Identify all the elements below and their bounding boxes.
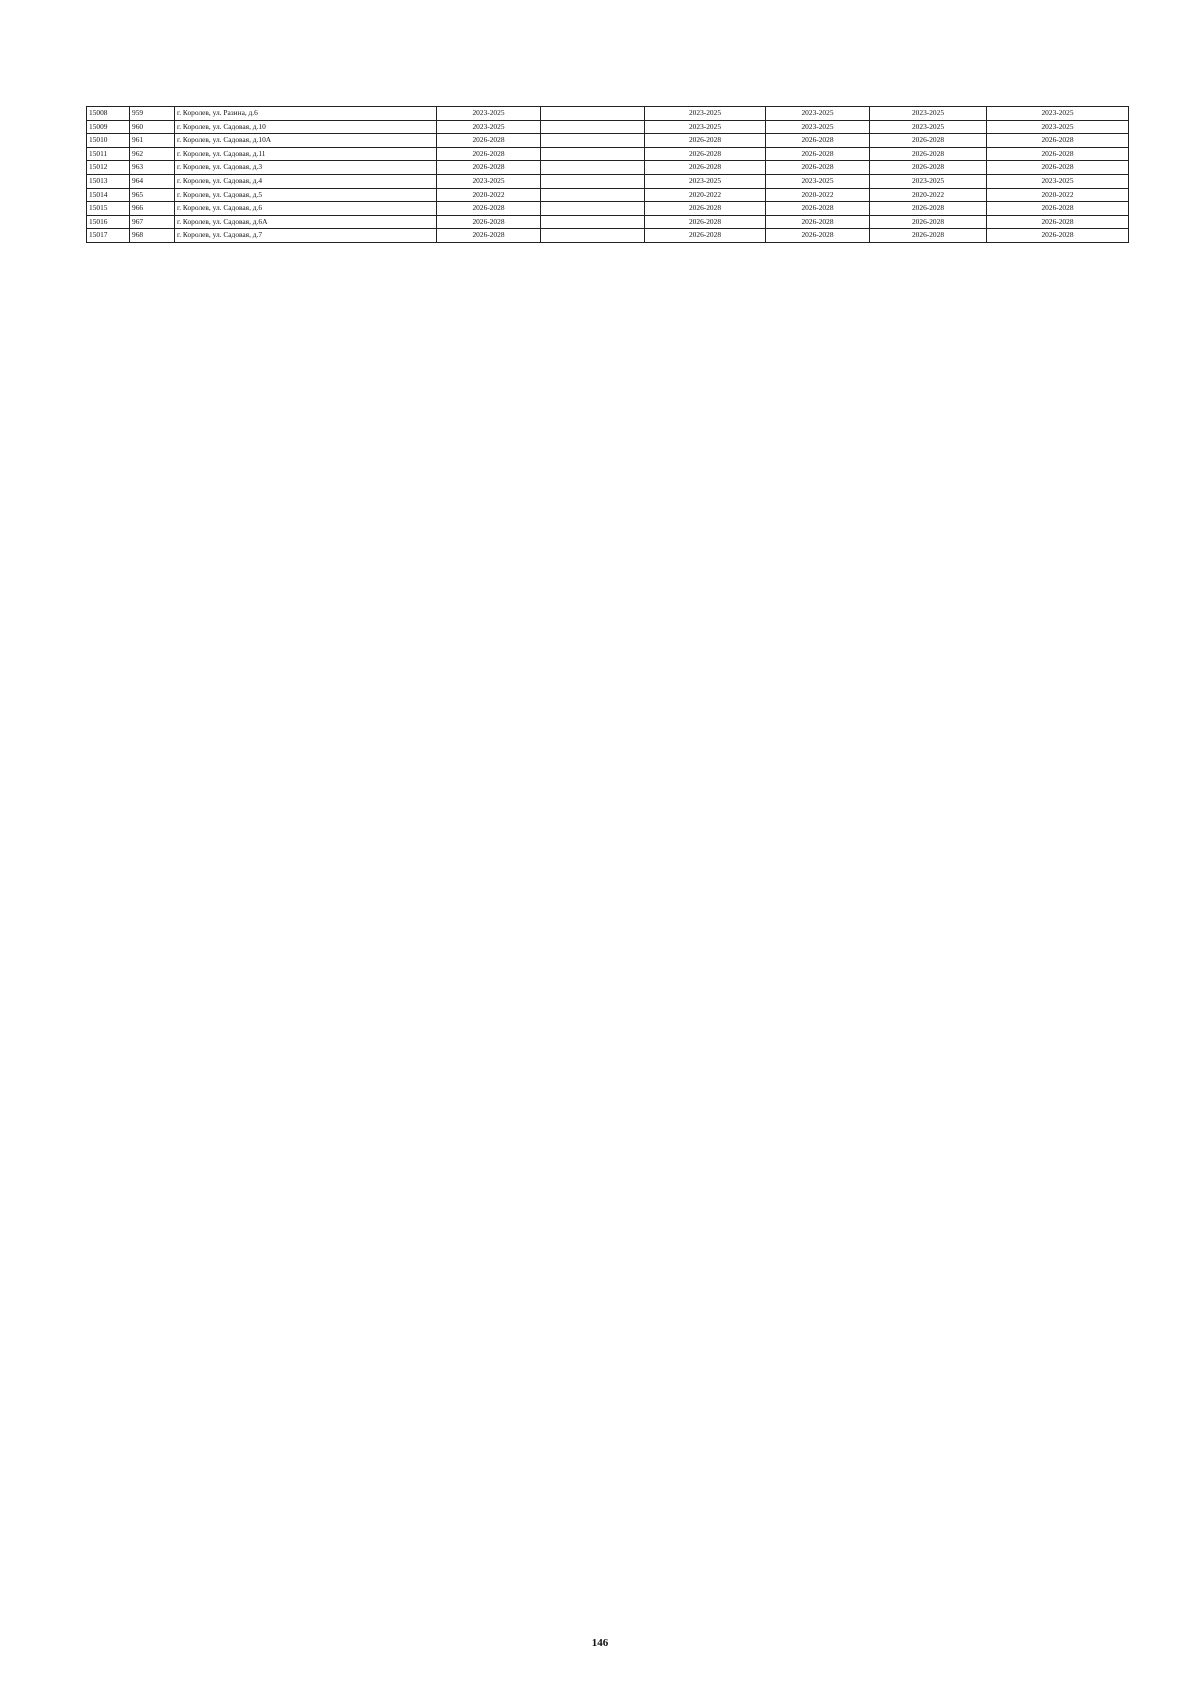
table-row — [87, 215, 1129, 229]
period-col-5: 2026-2028 — [870, 134, 987, 148]
period-col-3: 2023-2025 — [645, 107, 766, 121]
period-col-1: 2023-2025 — [437, 174, 541, 188]
row-code: 15013 — [87, 174, 130, 188]
row-code: 15009 — [87, 120, 130, 134]
period-col-1: 2023-2025 — [437, 107, 541, 121]
house-number: 960 — [130, 120, 175, 134]
table-row — [87, 134, 1129, 148]
period-col-6: 2020-2022 — [987, 188, 1129, 202]
house-number: 963 — [130, 161, 175, 175]
period-col-1: 2026-2028 — [437, 147, 541, 161]
period-col-3: 2023-2025 — [645, 120, 766, 134]
repair-schedule-table — [86, 106, 1129, 243]
period-col-5: 2020-2022 — [870, 188, 987, 202]
period-col-5: 2026-2028 — [870, 147, 987, 161]
address: г. Королев, ул. Садовая, д.11 — [175, 147, 437, 161]
period-col-6: 2026-2028 — [987, 215, 1129, 229]
period-col-2 — [541, 161, 645, 175]
address: г. Королев, ул. Садовая, д.10 — [175, 120, 437, 134]
table-row — [87, 202, 1129, 216]
period-col-1: 2020-2022 — [437, 188, 541, 202]
house-number: 968 — [130, 229, 175, 243]
period-col-3: 2026-2028 — [645, 229, 766, 243]
period-col-3: 2020-2022 — [645, 188, 766, 202]
period-col-2 — [541, 107, 645, 121]
period-col-4: 2023-2025 — [766, 120, 870, 134]
period-col-2 — [541, 215, 645, 229]
house-number: 959 — [130, 107, 175, 121]
table-row — [87, 174, 1129, 188]
period-col-6: 2026-2028 — [987, 161, 1129, 175]
period-col-3: 2026-2028 — [645, 161, 766, 175]
address: г. Королев, ул. Садовая, д.4 — [175, 174, 437, 188]
house-number: 965 — [130, 188, 175, 202]
period-col-5: 2026-2028 — [870, 229, 987, 243]
table-row — [87, 229, 1129, 243]
period-col-2 — [541, 188, 645, 202]
period-col-2 — [541, 174, 645, 188]
house-number: 967 — [130, 215, 175, 229]
period-col-1: 2026-2028 — [437, 215, 541, 229]
period-col-4: 2026-2028 — [766, 202, 870, 216]
period-col-2 — [541, 120, 645, 134]
period-col-2 — [541, 147, 645, 161]
period-col-4: 2023-2025 — [766, 107, 870, 121]
period-col-4: 2026-2028 — [766, 147, 870, 161]
period-col-4: 2026-2028 — [766, 134, 870, 148]
row-code: 15014 — [87, 188, 130, 202]
period-col-3: 2023-2025 — [645, 174, 766, 188]
table-row — [87, 120, 1129, 134]
row-code: 15011 — [87, 147, 130, 161]
period-col-2 — [541, 134, 645, 148]
table-row — [87, 188, 1129, 202]
repair-schedule-sheet — [86, 106, 1128, 243]
row-code: 15015 — [87, 202, 130, 216]
address: г. Королев, ул. Садовая, д.3 — [175, 161, 437, 175]
table-row — [87, 161, 1129, 175]
house-number: 966 — [130, 202, 175, 216]
address: г. Королев, ул. Разина, д.6 — [175, 107, 437, 121]
period-col-6: 2023-2025 — [987, 120, 1129, 134]
address: г. Королев, ул. Садовая, д.5 — [175, 188, 437, 202]
period-col-3: 2026-2028 — [645, 215, 766, 229]
address: г. Королев, ул. Садовая, д.6 — [175, 202, 437, 216]
period-col-5: 2023-2025 — [870, 174, 987, 188]
row-code: 15010 — [87, 134, 130, 148]
row-code: 15012 — [87, 161, 130, 175]
period-col-4: 2026-2028 — [766, 229, 870, 243]
row-code: 15017 — [87, 229, 130, 243]
row-code: 15016 — [87, 215, 130, 229]
period-col-4: 2020-2022 — [766, 188, 870, 202]
address: г. Королев, ул. Садовая, д.6А — [175, 215, 437, 229]
period-col-3: 2026-2028 — [645, 202, 766, 216]
period-col-5: 2026-2028 — [870, 215, 987, 229]
period-col-6: 2026-2028 — [987, 202, 1129, 216]
period-col-6: 2023-2025 — [987, 107, 1129, 121]
period-col-4: 2026-2028 — [766, 215, 870, 229]
period-col-4: 2023-2025 — [766, 174, 870, 188]
period-col-6: 2026-2028 — [987, 229, 1129, 243]
period-col-1: 2026-2028 — [437, 202, 541, 216]
period-col-5: 2023-2025 — [870, 107, 987, 121]
address: г. Королев, ул. Садовая, д.7 — [175, 229, 437, 243]
period-col-1: 2023-2025 — [437, 120, 541, 134]
page-number: 146 — [591, 1637, 609, 1649]
table-row — [87, 147, 1129, 161]
row-code: 15008 — [87, 107, 130, 121]
period-col-5: 2023-2025 — [870, 120, 987, 134]
period-col-2 — [541, 202, 645, 216]
period-col-2 — [541, 229, 645, 243]
period-col-6: 2023-2025 — [987, 174, 1129, 188]
period-col-6: 2026-2028 — [987, 134, 1129, 148]
period-col-3: 2026-2028 — [645, 147, 766, 161]
period-col-5: 2026-2028 — [870, 202, 987, 216]
table-row — [87, 107, 1129, 121]
period-col-1: 2026-2028 — [437, 134, 541, 148]
house-number: 961 — [130, 134, 175, 148]
period-col-1: 2026-2028 — [437, 161, 541, 175]
period-col-6: 2026-2028 — [987, 147, 1129, 161]
period-col-3: 2026-2028 — [645, 134, 766, 148]
house-number: 964 — [130, 174, 175, 188]
period-col-1: 2026-2028 — [437, 229, 541, 243]
period-col-5: 2026-2028 — [870, 161, 987, 175]
period-col-4: 2026-2028 — [766, 161, 870, 175]
house-number: 962 — [130, 147, 175, 161]
address: г. Королев, ул. Садовая, д.10А — [175, 134, 437, 148]
